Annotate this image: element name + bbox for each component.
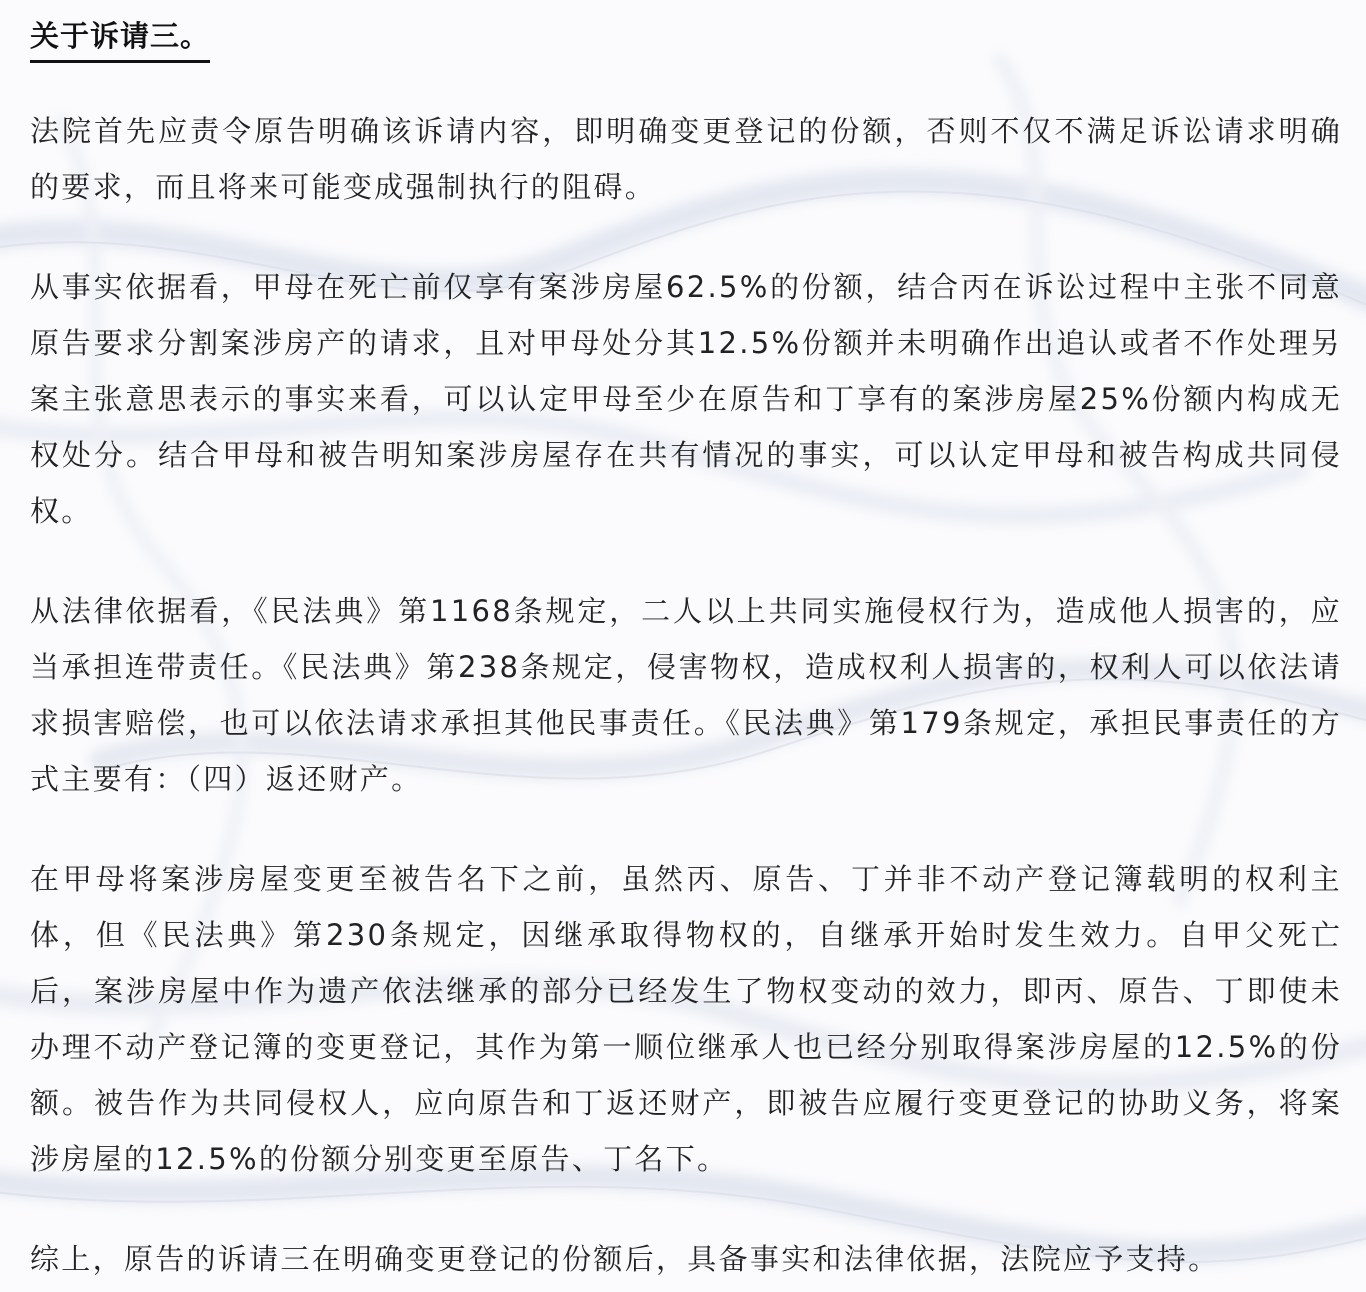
- paragraph-4: 在甲母将案涉房屋变更至被告名下之前，虽然丙、原告、丁并非不动产登记簿载明的权利主体，但《民法典》第230条规定，因继承取得物权的，自继承开始时发生效力。自甲父死亡后，案涉房屋中作为遗产依法继承的部分已经发生了物权变动的效力，即丙、原告、丁即使未办理不动产登记簿的变更登记，其作为第一顺位继承人也已经分别取得案涉房屋的12.5%的份额。被告作为共同侵权人，应向原告和丁返还财产，即被告应履行变更登记的协助义务，将案涉房屋的12.5%的份额分别变更至原告、丁名下。: [30, 862, 1342, 1176]
- paragraph-3: 从法律依据看，《民法典》第1168条规定，二人以上共同实施侵权行为，造成他人损害的，应当承担连带责任。《民法典》第238条规定，侵害物权，造成权利人损害的，权利人可以依法请求损害赔偿，也可以依法请求承担其他民事责任。《民法典》第179条规定，承担民事责任的方式主要有：（四）返还财产。: [30, 594, 1342, 796]
- paragraph-5: 综上，原告的诉请三在明确变更登记的份额后，具备事实和法律依据，法院应予支持。: [30, 1242, 1220, 1276]
- section-heading-text: 关于诉请三。: [30, 19, 211, 53]
- article-content: [30, 16, 1342, 1287]
- section-heading: [30, 16, 210, 63]
- paragraph-1: 法院首先应责令原告明确该诉请内容，即明确变更登记的份额，否则不仅不满足诉讼请求明确的要求，而且将来可能变成强制执行的阻碍。: [30, 114, 1342, 204]
- paragraph-2: 从事实依据看，甲母在死亡前仅享有案涉房屋62.5%的份额，结合丙在诉讼过程中主张不同意原告要求分割案涉房产的请求，且对甲母处分其12.5%份额并未明确作出追认或者不作处理另案主张意思表示的事实来看，可以认定甲母至少在原告和丁享有的案涉房屋25%份额内构成无权处分。结合甲母和被告明知案涉房屋存在共有情况的事实，可以认定甲母和被告构成共同侵权。: [30, 270, 1342, 528]
